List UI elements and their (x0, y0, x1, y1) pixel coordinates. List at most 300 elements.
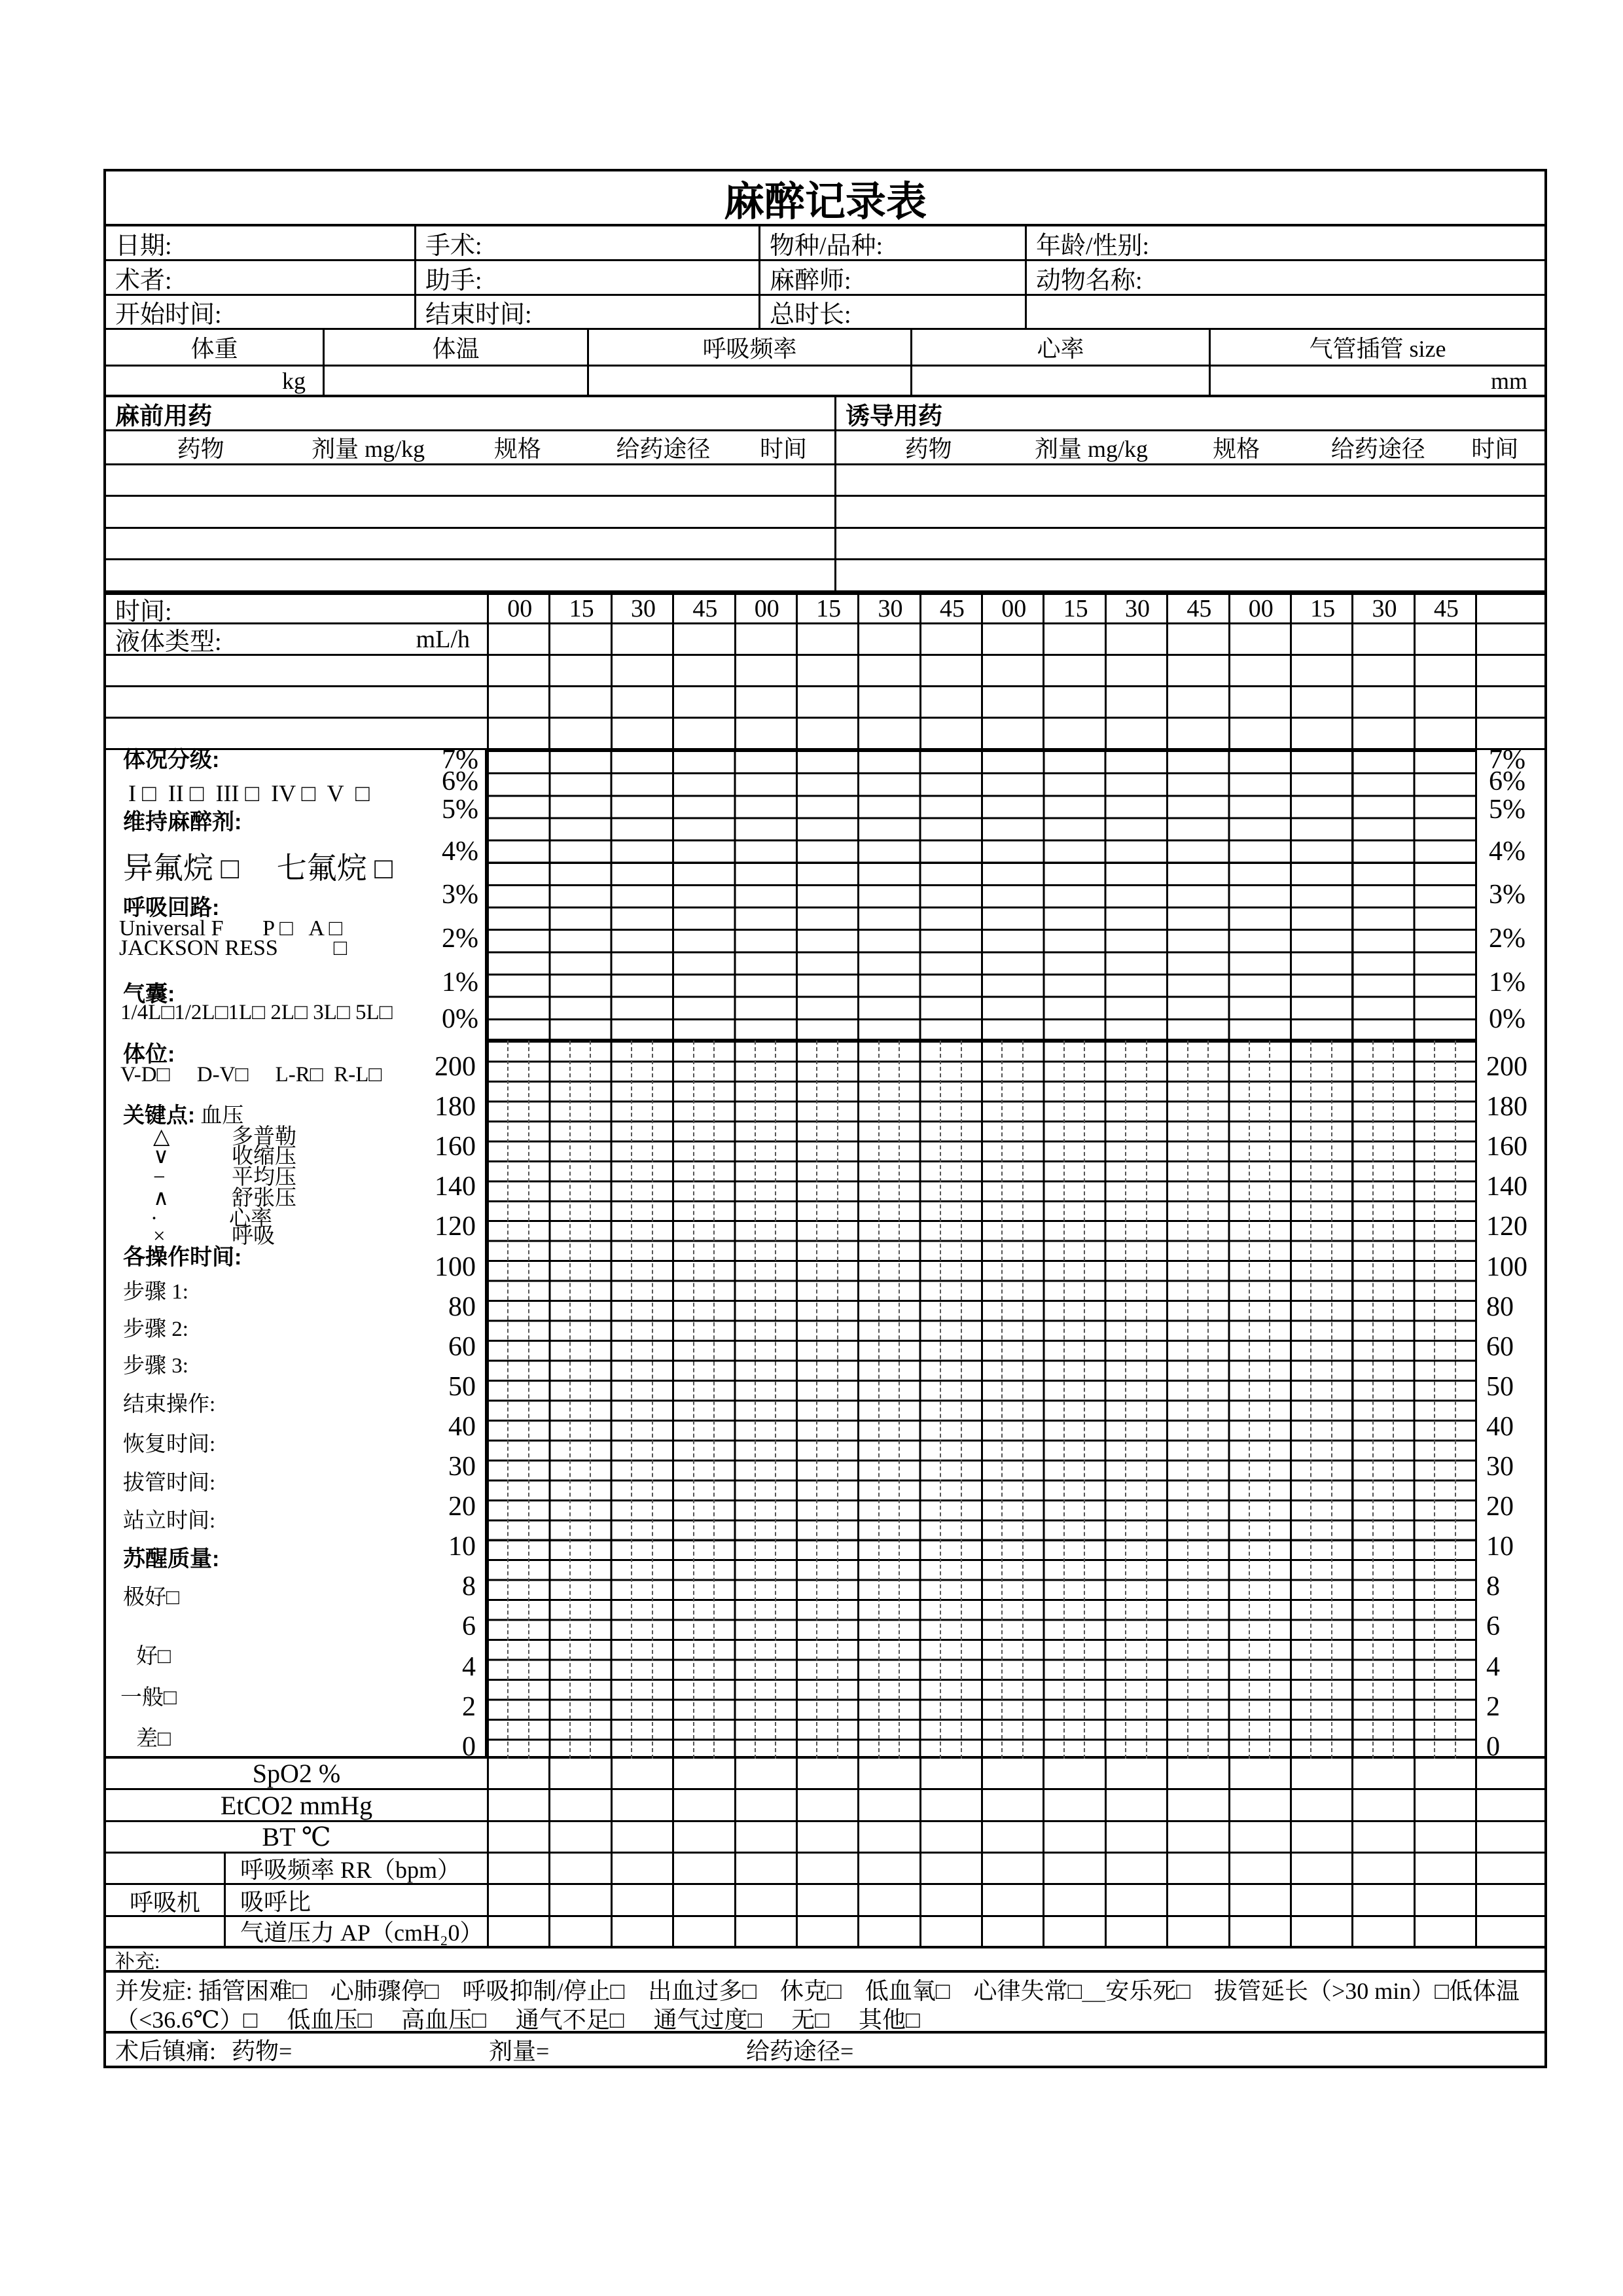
percent-scale-left-3: 4% (442, 836, 478, 867)
monitor-row-1-cell-2[interactable] (611, 1790, 674, 1820)
med-section-0 (106, 397, 834, 431)
complications-line-1[interactable]: 并发症: 插管困难□ 心肺骤停□ 呼吸抑制/停止□ 出血过多□ 休克□ 低血氧□ 心律失常□＿安乐死□ 拔管延长（>30 min）□低体温 (115, 1978, 1520, 2004)
ventilator-row-1-cell-3[interactable] (672, 1885, 736, 1914)
ventilator-row-0-cell-3[interactable] (672, 1854, 736, 1883)
ventilator-row-0-cell-7[interactable] (919, 1854, 983, 1883)
infusion-row-0-cell-8[interactable] (981, 656, 1044, 685)
infusion-row-2-cell-12[interactable] (1228, 719, 1292, 748)
analgesia-row[interactable] (106, 2034, 1544, 2066)
vitals-header-label: 气管插管 size (1309, 336, 1446, 362)
infusion-row-1-cell-12[interactable] (1228, 687, 1292, 717)
infusion-row-2-cell-10[interactable] (1105, 719, 1168, 748)
ventilator-row-2-cell-5[interactable] (796, 1917, 859, 1946)
monitor-row-1-cell-14[interactable] (1351, 1790, 1415, 1820)
info-cell-1-0[interactable] (106, 261, 414, 296)
numeric-scale-right-13: 8 (1486, 1571, 1500, 1602)
ventilator-row-0-cell-15[interactable] (1414, 1854, 1477, 1883)
vitals-header-0 (106, 330, 323, 367)
ventilator-row-1-cell-13[interactable] (1290, 1885, 1353, 1914)
ventilator-row-1-cell-4[interactable] (734, 1885, 798, 1914)
monitor-row-2-cell-1[interactable] (548, 1822, 612, 1852)
info-cell-0-0[interactable] (106, 226, 414, 261)
infusion-row-1-cell-3[interactable] (672, 687, 736, 717)
fluid-row-cell-tail[interactable] (1475, 624, 1546, 654)
infusion-row-0-cell-3[interactable] (672, 656, 736, 685)
infusion-row-2-cell-0[interactable] (487, 719, 550, 748)
left-panel-item-10[interactable] (106, 1062, 487, 1088)
left-panel-item-8[interactable] (106, 999, 487, 1026)
infusion-row-2-cell-9[interactable] (1043, 719, 1106, 748)
vitals-header-3 (910, 330, 1209, 367)
monitor-row-0-cell-8[interactable] (981, 1759, 1044, 1788)
fluid-row-cell-11[interactable] (1166, 624, 1230, 654)
numeric-scale-left-0: 200 (435, 1052, 476, 1082)
left-panel-item-27[interactable] (106, 1585, 490, 1611)
infusion-row-2-cell-2[interactable] (611, 719, 674, 748)
ventilator-row-2-cell-tail[interactable] (1475, 1917, 1546, 1946)
left-panel-item-6[interactable] (106, 935, 486, 961)
infusion-row-2-cell-5[interactable] (796, 719, 859, 748)
infusion-row-2-cell-14[interactable] (1351, 719, 1415, 748)
percent-scale-right-3: 4% (1489, 836, 1525, 867)
minor-grid-dash (1269, 1041, 1270, 1759)
med-entry-row-2-pre[interactable] (106, 529, 834, 560)
left-panel-item-28[interactable] (106, 1643, 503, 1670)
ventilator-row-1-cell-9[interactable] (1043, 1885, 1106, 1914)
info-cell-1-2[interactable] (758, 261, 1025, 296)
infusion-row-2-cell-15[interactable] (1414, 719, 1477, 748)
fluid-row-cell-12[interactable] (1228, 624, 1292, 654)
infusion-row-2-cell-6[interactable] (857, 719, 921, 748)
ventilator-row-0-cell-6[interactable] (857, 1854, 921, 1883)
minor-grid-dash (1207, 1041, 1209, 1759)
ventilator-row-0-cell-1[interactable] (548, 1854, 612, 1883)
ventilator-row-1-cell-0[interactable] (487, 1885, 550, 1914)
ventilator-row-0-cell-13[interactable] (1290, 1854, 1353, 1883)
monitor-row-2-cell-2[interactable] (611, 1822, 674, 1852)
fluid-row-cell-14[interactable] (1351, 624, 1415, 654)
ventilator-row-2-cell-1[interactable] (548, 1917, 612, 1946)
info-cell-0-2[interactable] (758, 226, 1025, 261)
vitals-value-1[interactable] (323, 367, 587, 397)
infusion-row-0-cell-15[interactable] (1414, 656, 1477, 685)
infusion-row-0-cell-7[interactable] (919, 656, 983, 685)
percent-scale-left-1: 6% (442, 766, 478, 797)
time-slot-label: 00 (507, 595, 533, 622)
monitor-row-1-cell-0[interactable] (487, 1790, 550, 1820)
monitor-row-0-cell-12[interactable] (1228, 1759, 1292, 1788)
left-panel-text: 1/4L□1/2L□1L□ 2L□ 3L□ 5L□ (120, 1001, 393, 1024)
monitor-row-0-cell-13[interactable] (1290, 1759, 1353, 1788)
monitor-row-1-cell-1[interactable] (548, 1790, 612, 1820)
monitor-row-2-cell-9[interactable] (1043, 1822, 1106, 1852)
ventilator-row-0-cell-4[interactable] (734, 1854, 798, 1883)
fluid-row-cell-2[interactable] (611, 624, 674, 654)
infusion-row-0-label (106, 656, 487, 685)
infusion-row-1-cell-5[interactable] (796, 687, 859, 717)
infusion-row-0-cell-2[interactable] (611, 656, 674, 685)
monitor-row-1-cell-5[interactable] (796, 1790, 859, 1820)
minor-grid-dash (1331, 1041, 1332, 1759)
time-slot-label: 30 (1372, 595, 1397, 622)
ventilator-row-2-cell-10[interactable] (1105, 1917, 1168, 1946)
monitor-row-1-cell-8[interactable] (981, 1790, 1044, 1820)
ventilator-row-label: 吸呼比 (240, 1888, 312, 1915)
left-panel-item-3[interactable] (106, 852, 490, 885)
ventilator-row-0-cell-8[interactable] (981, 1854, 1044, 1883)
left-panel-item-19 (106, 1279, 490, 1305)
monitor-row-2-cell-15[interactable] (1414, 1822, 1477, 1852)
infusion-row-2-cell-11[interactable] (1166, 719, 1230, 748)
ventilator-row-0-cell-12[interactable] (1228, 1854, 1292, 1883)
infusion-row-2-cell-tail[interactable] (1475, 719, 1546, 748)
monitor-row-2-cell-3[interactable] (672, 1822, 736, 1852)
infusion-row-0-cell-9[interactable] (1043, 656, 1106, 685)
monitor-row-2-cell-7[interactable] (919, 1822, 983, 1852)
percent-scale-right-2: 5% (1489, 795, 1525, 825)
left-panel-item-30[interactable] (106, 1726, 503, 1752)
time-row-cell-6[interactable] (857, 595, 921, 622)
numeric-scale-left-14: 6 (462, 1611, 476, 1641)
numeric-scale-right-4: 120 (1486, 1211, 1527, 1242)
ventilator-row-1-cell-5[interactable] (796, 1885, 859, 1914)
monitor-row-1-cell-13[interactable] (1290, 1790, 1353, 1820)
fluid-row-cell-1[interactable] (548, 624, 612, 654)
minor-grid-dash (755, 1041, 756, 1759)
infusion-row-0-cell-0[interactable] (487, 656, 550, 685)
infusion-row-2-cell-3[interactable] (672, 719, 736, 748)
left-panel-text: 苏醒质量: (123, 1547, 220, 1571)
ventilator-row-1-cell-15[interactable] (1414, 1885, 1477, 1914)
infusion-row-0-cell-11[interactable] (1166, 656, 1230, 685)
infusion-row-0-cell-14[interactable] (1351, 656, 1415, 685)
infusion-row-1-cell-10[interactable] (1105, 687, 1168, 717)
left-panel-text: JACKSON RESS □ (119, 936, 348, 960)
time-row-cell-5[interactable] (796, 595, 859, 622)
monitor-row-0-cell-2[interactable] (611, 1759, 674, 1788)
info-cell-0-3[interactable] (1025, 226, 1544, 261)
minor-grid-dash (1455, 1041, 1456, 1759)
monitor-row-2-cell-12[interactable] (1228, 1822, 1292, 1852)
monitor-row-1-cell-4[interactable] (734, 1790, 798, 1820)
minor-grid-dash (528, 1041, 529, 1759)
infusion-row-1-cell-15[interactable] (1414, 687, 1477, 717)
monitor-row-1-cell-3[interactable] (672, 1790, 736, 1820)
info-label: 结束时间: (425, 301, 532, 329)
monitor-row-2-cell-4[interactable] (734, 1822, 798, 1852)
monitor-row-0-cell-9[interactable] (1043, 1759, 1106, 1788)
minor-grid-dash (713, 1041, 715, 1759)
fluid-row-cell-8[interactable] (981, 624, 1044, 654)
ventilator-row-2-cell-0[interactable] (487, 1917, 550, 1946)
infusion-row-2-cell-1[interactable] (548, 719, 612, 748)
info-label: 术者: (115, 266, 172, 295)
vitals-trend-grid[interactable] (487, 1041, 1475, 1759)
numeric-scale-right-7: 60 (1486, 1332, 1514, 1362)
info-label: 总时长: (770, 301, 851, 329)
fluid-row-cell-9[interactable] (1043, 624, 1106, 654)
time-row-cell-1[interactable] (548, 595, 612, 622)
monitor-row-2-cell-13[interactable] (1290, 1822, 1353, 1852)
monitor-row-1-cell-6[interactable] (857, 1790, 921, 1820)
ventilator-row-1 (106, 1885, 1544, 1916)
ventilator-row-2-cell-14[interactable] (1351, 1917, 1415, 1946)
med-col-label: 规格 (493, 436, 541, 462)
numeric-scale-left-17: 0 (462, 1732, 476, 1762)
fluid-row-cell-5[interactable] (796, 624, 859, 654)
ventilator-row-0-cell-tail[interactable] (1475, 1854, 1546, 1883)
ventilator-row-0-cell-9[interactable] (1043, 1854, 1106, 1883)
vitals-header-label: 呼吸频率 (702, 336, 797, 362)
infusion-row-1-cell-7[interactable] (919, 687, 983, 717)
monitor-row-2-cell-11[interactable] (1166, 1822, 1230, 1852)
time-row-cell-0[interactable] (487, 595, 550, 622)
infusion-row-0-cell-10[interactable] (1105, 656, 1168, 685)
numeric-scale-left-2: 160 (435, 1132, 476, 1162)
infusion-row-0-cell-12[interactable] (1228, 656, 1292, 685)
ventilator-row-1-cell-2[interactable] (611, 1885, 674, 1914)
minor-grid-dash (1146, 1041, 1147, 1759)
time-row-cell-2[interactable] (611, 595, 674, 622)
fluid-row-cell-3[interactable] (672, 624, 736, 654)
percent-scale-right-7: 0% (1489, 1004, 1525, 1034)
ventilator-row-0-label (224, 1854, 503, 1883)
left-panel-text: 一般□ (120, 1686, 177, 1710)
infusion-row-1-cell-9[interactable] (1043, 687, 1106, 717)
ventilator-row-0-cell-0[interactable] (487, 1854, 550, 1883)
monitor-row-1-cell-12[interactable] (1228, 1790, 1292, 1820)
ventilator-row-0-cell-14[interactable] (1351, 1854, 1415, 1883)
infusion-row-1-cell-13[interactable] (1290, 687, 1353, 717)
infusion-row-2-cell-13[interactable] (1290, 719, 1353, 748)
time-row-cell-8[interactable] (981, 595, 1044, 622)
med-col-header-1-4 (1446, 431, 1544, 463)
monitor-row-0-cell-10[interactable] (1105, 1759, 1168, 1788)
infusion-row-2-cell-7[interactable] (919, 719, 983, 748)
monitor-row-0-cell-14[interactable] (1351, 1759, 1415, 1788)
med-col-label: 剂量 mg/kg (312, 436, 425, 462)
numeric-scale-right-12: 10 (1486, 1532, 1514, 1562)
med-col-label: 规格 (1213, 436, 1260, 462)
ventilator-row-1-cell-1[interactable] (548, 1885, 612, 1914)
numeric-scale-right-6: 80 (1486, 1292, 1514, 1322)
monitor-row-0-cell-3[interactable] (672, 1759, 736, 1788)
infusion-row-1-cell-1[interactable] (548, 687, 612, 717)
monitor-row-1-cell-9[interactable] (1043, 1790, 1106, 1820)
med-entry-row-2-ind[interactable] (834, 529, 1544, 560)
ventilator-row-2-cell-12[interactable] (1228, 1917, 1292, 1946)
ventilator-row-1-cell-tail[interactable] (1475, 1885, 1546, 1914)
fluid-row-cell-7[interactable] (919, 624, 983, 654)
ventilator-row-2-cell-2[interactable] (611, 1917, 674, 1946)
monitor-row-0-cell-4[interactable] (734, 1759, 798, 1788)
time-row-cell-tail[interactable] (1475, 595, 1546, 622)
time-row-cell-10[interactable] (1105, 595, 1168, 622)
left-panel-item-1[interactable] (106, 780, 495, 806)
monitor-row-2-label (106, 1822, 487, 1852)
monitor-row-2-cell-tail[interactable] (1475, 1822, 1546, 1852)
ventilator-row-2-cell-13[interactable] (1290, 1917, 1353, 1946)
monitor-row-0-cell-11[interactable] (1166, 1759, 1230, 1788)
ventilator-row-2-cell-3[interactable] (672, 1917, 736, 1946)
info-cell-2-3[interactable] (1025, 296, 1544, 330)
fluid-row-cell-0[interactable] (487, 624, 550, 654)
time-row-cell-11[interactable] (1166, 595, 1230, 622)
time-row-cell-14[interactable] (1351, 595, 1415, 622)
infusion-row-1-cell-14[interactable] (1351, 687, 1415, 717)
fluid-row-cell-15[interactable] (1414, 624, 1477, 654)
vitals-value-2[interactable] (587, 367, 910, 397)
time-slot-label: 30 (630, 595, 656, 622)
form-title: 麻醉记录表 (106, 171, 1544, 226)
monitor-row-2-cell-6[interactable] (857, 1822, 921, 1852)
infusion-row-1-cell-tail[interactable] (1475, 687, 1546, 717)
time-row-cell-4[interactable] (734, 595, 798, 622)
med-entry-row-3-ind[interactable] (834, 560, 1544, 592)
supplement-label: 补充: (115, 1950, 160, 1973)
monitor-row-0-cell-tail[interactable] (1475, 1759, 1546, 1788)
info-cell-1-3[interactable] (1025, 261, 1544, 296)
complications-line-2[interactable]: （<36.6℃）□ 低血压□ 高血压□ 通气不足□ 通气过度□ 无□ 其他□ (115, 2007, 920, 2033)
ventilator-row-1-cell-14[interactable] (1351, 1885, 1415, 1914)
monitor-row-2-cell-8[interactable] (981, 1822, 1044, 1852)
analgesia-dose: 剂量= (489, 2038, 550, 2064)
med-entry-row-3-pre[interactable] (106, 560, 834, 592)
infusion-row-0-cell-4[interactable] (734, 656, 798, 685)
fluid-row-cell-4[interactable] (734, 624, 798, 654)
ventilator-row-0-cell-5[interactable] (796, 1854, 859, 1883)
left-panel-item-24 (106, 1470, 490, 1496)
numeric-scale-left-13: 8 (462, 1571, 476, 1602)
med-entry-row-1-pre[interactable] (106, 497, 834, 529)
monitor-row-2-cell-5[interactable] (796, 1822, 859, 1852)
med-col-label: 药物 (904, 436, 952, 462)
ventilator-row-0-cell-11[interactable] (1166, 1854, 1230, 1883)
infusion-row-0-cell-5[interactable] (796, 656, 859, 685)
monitor-row-0-cell-7[interactable] (919, 1759, 983, 1788)
left-panel-text: 维持麻醉剂: (123, 810, 242, 834)
monitor-row-2-cell-0[interactable] (487, 1822, 550, 1852)
fluid-row-cell-6[interactable] (857, 624, 921, 654)
left-panel-text: 极好□ (123, 1586, 179, 1609)
info-label: 助手: (425, 266, 482, 295)
monitor-row-1-cell-7[interactable] (919, 1790, 983, 1820)
ventilator-row-2-cell-7[interactable] (919, 1917, 983, 1946)
monitor-row-1-label (106, 1790, 487, 1820)
med-entry-row-0-ind[interactable] (834, 465, 1544, 497)
ventilator-row-2-cell-15[interactable] (1414, 1917, 1477, 1946)
ventilator-row-2-cell-8[interactable] (981, 1917, 1044, 1946)
monitor-row-1-cell-15[interactable] (1414, 1790, 1477, 1820)
time-row-cell-13[interactable] (1290, 595, 1353, 622)
monitor-row-1 (106, 1790, 1544, 1821)
ventilator-row-1-cell-7[interactable] (919, 1885, 983, 1914)
infusion-row-1-cell-8[interactable] (981, 687, 1044, 717)
ventilator-row-0-cell-2[interactable] (611, 1854, 674, 1883)
fluid-row-cell-10[interactable] (1105, 624, 1168, 654)
time-row-cell-7[interactable] (919, 595, 983, 622)
monitor-section (106, 745, 1544, 1762)
monitor-row-0-cell-15[interactable] (1414, 1759, 1477, 1788)
left-panel-item-18 (106, 1244, 490, 1270)
info-cell-2-0[interactable] (106, 296, 414, 330)
infusion-row-1-cell-11[interactable] (1166, 687, 1230, 717)
ventilator-row-1-cell-12[interactable] (1228, 1885, 1292, 1914)
info-cell-1-1[interactable] (414, 261, 758, 296)
ventilator-row-0-cell-10[interactable] (1105, 1854, 1168, 1883)
supplement-row[interactable] (106, 1948, 1544, 1973)
time-row-cell-12[interactable] (1228, 595, 1292, 622)
vitals-value-3[interactable] (910, 367, 1209, 397)
numeric-scale-right-15: 4 (1486, 1652, 1500, 1682)
percent-scale-left-4: 3% (442, 880, 478, 910)
vitals-value-4[interactable] (1209, 367, 1544, 397)
fluid-label: 液体类型: (115, 628, 222, 656)
anesthetic-percent-grid[interactable] (487, 750, 1475, 1041)
infusion-row-1-cell-4[interactable] (734, 687, 798, 717)
med-entry-row-0-pre[interactable] (106, 465, 834, 497)
ventilator-row-2-cell-11[interactable] (1166, 1917, 1230, 1946)
med-entry-row-1-ind[interactable] (834, 497, 1544, 529)
monitor-row-1-cell-11[interactable] (1166, 1790, 1230, 1820)
infusion-row-0-cell-13[interactable] (1290, 656, 1353, 685)
ventilator-row-2-cell-9[interactable] (1043, 1917, 1106, 1946)
info-label: 动物名称: (1036, 266, 1143, 295)
ventilator-row-2-cell-6[interactable] (857, 1917, 921, 1946)
vitals-value-0[interactable] (106, 367, 323, 397)
monitor-row-0-cell-1[interactable] (548, 1759, 612, 1788)
monitor-row-2-cell-10[interactable] (1105, 1822, 1168, 1852)
infusion-row-2-cell-8[interactable] (981, 719, 1044, 748)
monitor-row-0-cell-5[interactable] (796, 1759, 859, 1788)
ventilator-row-label: 气道压力 AP（cmH₂0） (240, 1920, 484, 1946)
time-row-cell-9[interactable] (1043, 595, 1106, 622)
monitor-row-1-cell-tail[interactable] (1475, 1790, 1546, 1820)
left-panel-item-29[interactable] (106, 1685, 487, 1711)
time-row-cell-3[interactable] (672, 595, 736, 622)
infusion-row-1-cell-6[interactable] (857, 687, 921, 717)
left-panel-text: 步骤 1: (123, 1280, 188, 1304)
time-row-cell-15[interactable] (1414, 595, 1477, 622)
monitor-row-2-cell-14[interactable] (1351, 1822, 1415, 1852)
analgesia-drug: 药物= (232, 2038, 293, 2064)
fluid-row (106, 624, 1544, 656)
monitor-row-1-cell-10[interactable] (1105, 1790, 1168, 1820)
ventilator-row-1-cell-11[interactable] (1166, 1885, 1230, 1914)
infusion-row-0-cell-1[interactable] (548, 656, 612, 685)
vitals-header-4 (1209, 330, 1544, 367)
monitor-row-0-cell-6[interactable] (857, 1759, 921, 1788)
infusion-row-0-cell-tail[interactable] (1475, 656, 1546, 685)
ventilator-row-1-cell-10[interactable] (1105, 1885, 1168, 1914)
info-cell-0-1[interactable] (414, 226, 758, 261)
info-cell-2-2[interactable] (758, 296, 1025, 330)
complications-block[interactable] (106, 1973, 1544, 2034)
fluid-row-cell-13[interactable] (1290, 624, 1353, 654)
infusion-row-0-cell-6[interactable] (857, 656, 921, 685)
ventilator-row-2-cell-4[interactable] (734, 1917, 798, 1946)
monitor-row-0-cell-0[interactable] (487, 1759, 550, 1788)
vitals-header-label: 心率 (1037, 336, 1084, 362)
time-slot-label: 30 (1124, 595, 1150, 622)
infusion-row-1-cell-0[interactable] (487, 687, 550, 717)
info-cell-2-1[interactable] (414, 296, 758, 330)
ventilator-row-1-cell-6[interactable] (857, 1885, 921, 1914)
infusion-row-1-cell-2[interactable] (611, 687, 674, 717)
ventilator-row-1-cell-8[interactable] (981, 1885, 1044, 1914)
analgesia-route: 给药途径= (746, 2038, 854, 2064)
infusion-row-2-cell-4[interactable] (734, 719, 798, 748)
